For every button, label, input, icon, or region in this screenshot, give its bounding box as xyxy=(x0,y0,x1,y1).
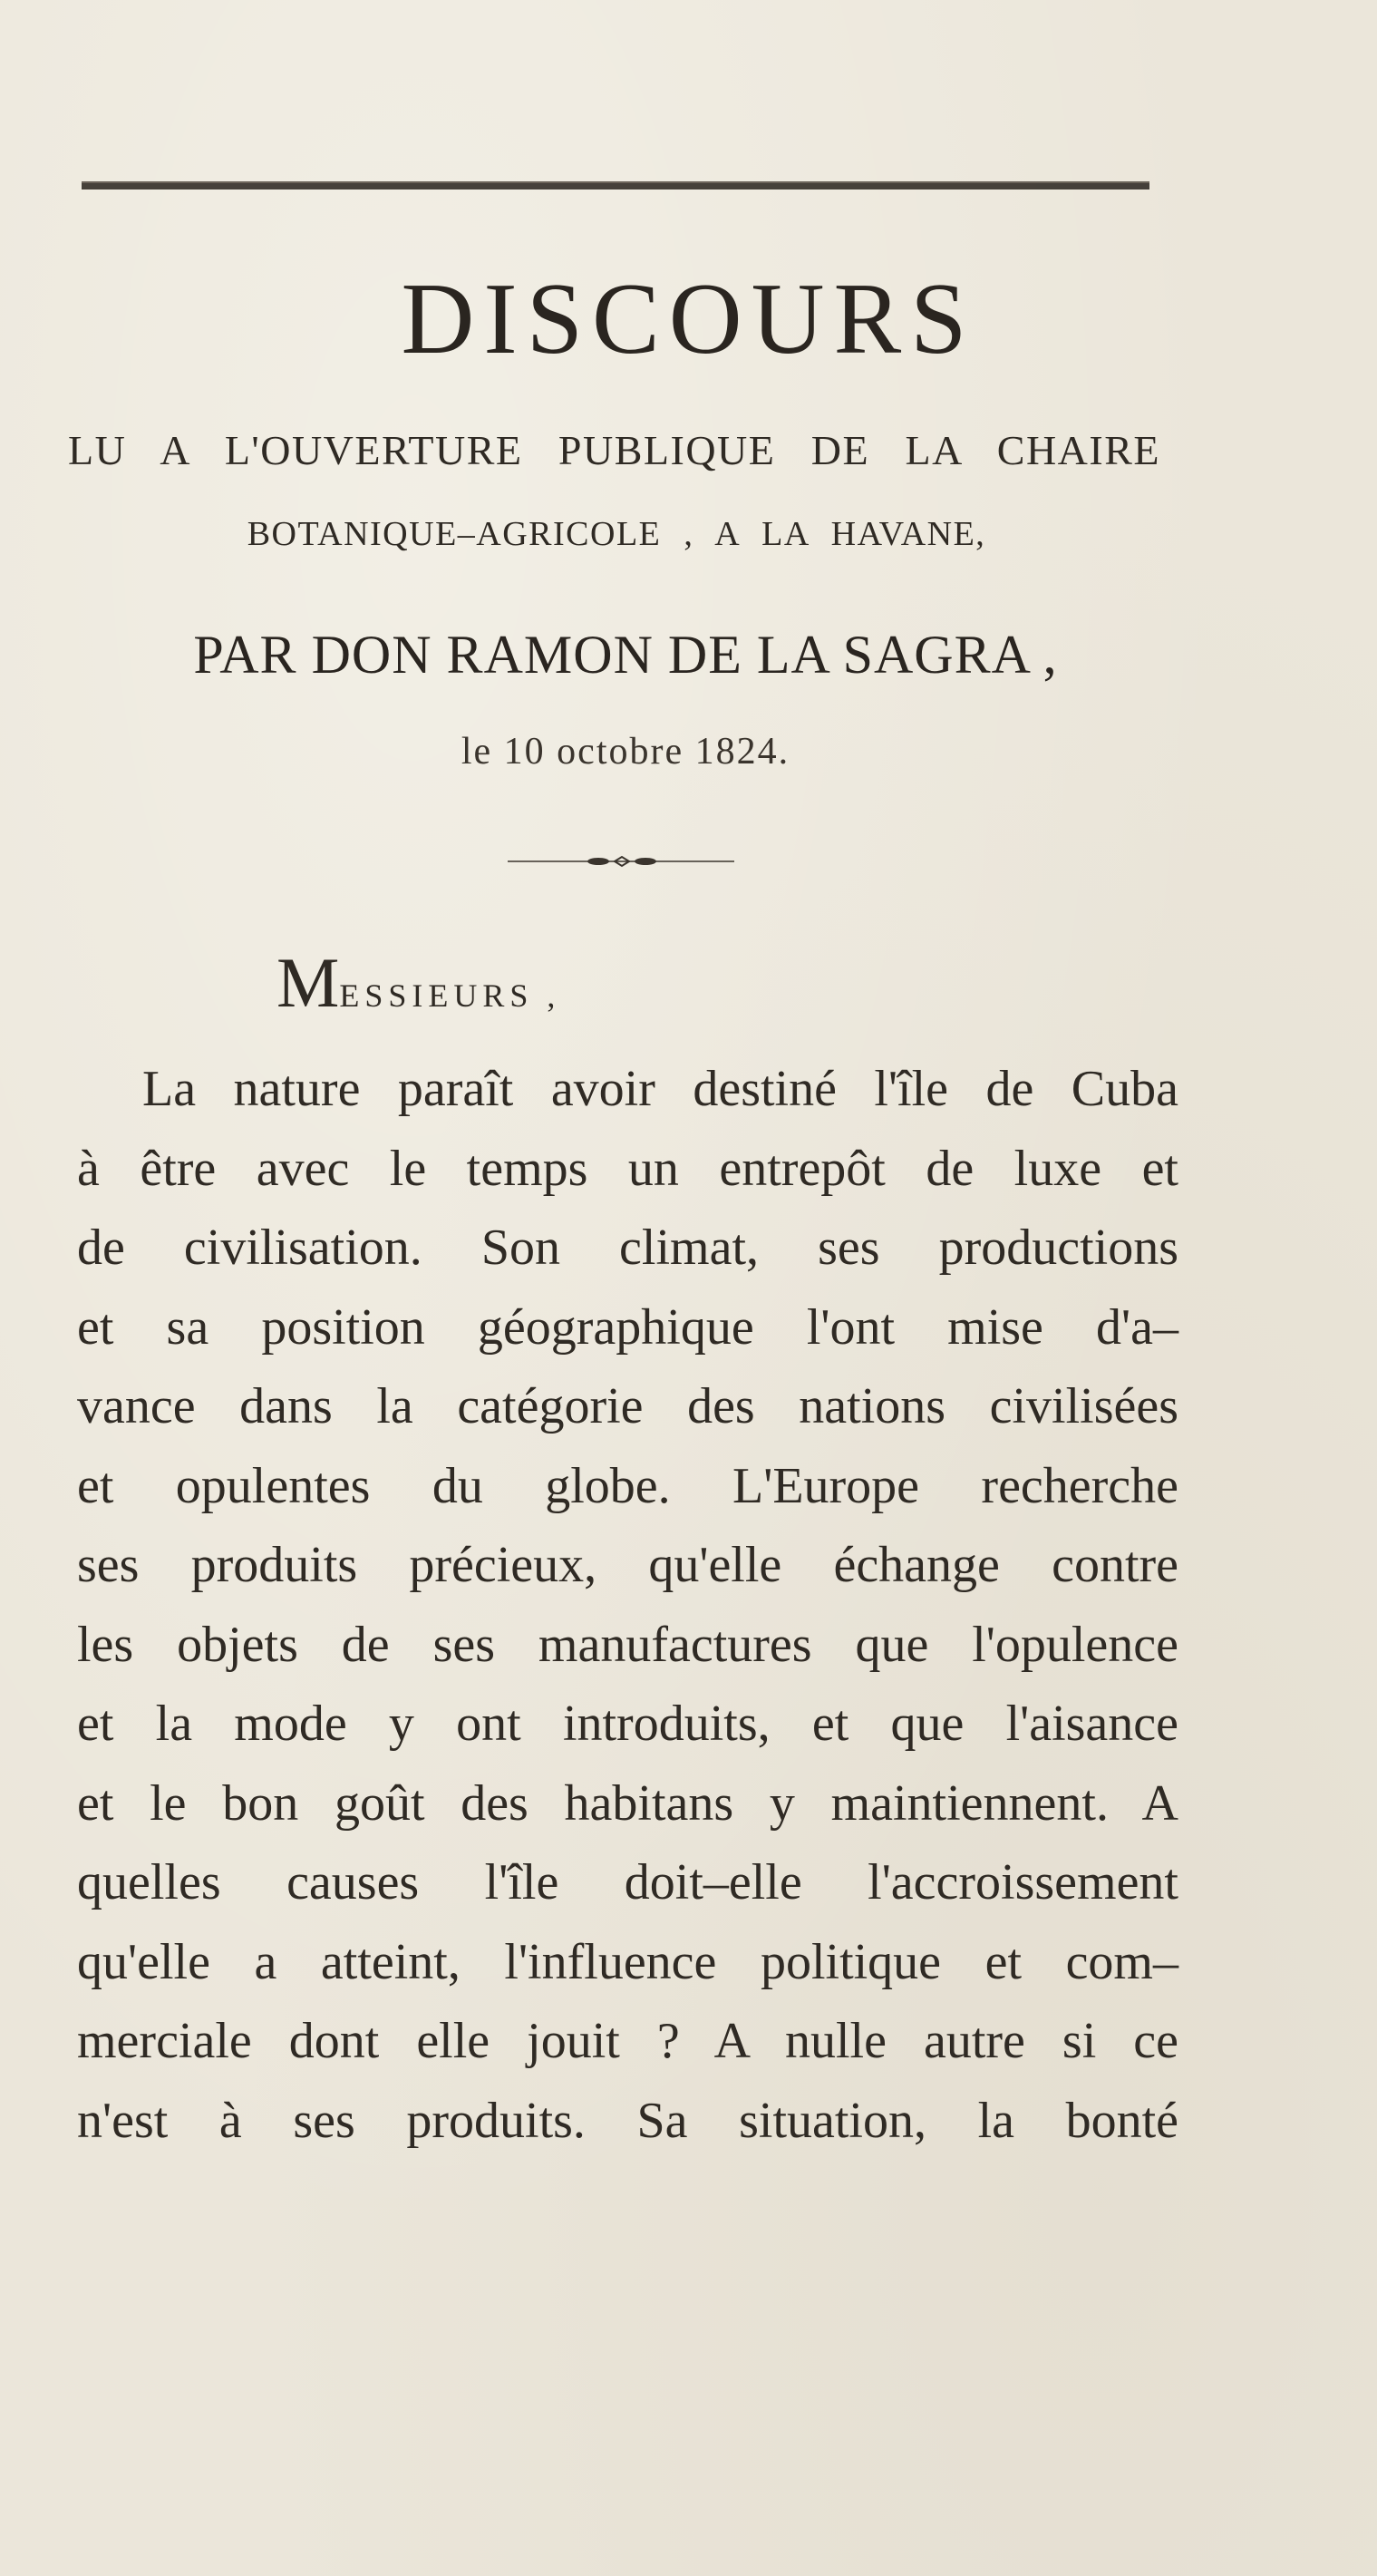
body-line: et le bon goût des habitans y maintiennent. A xyxy=(77,1774,1178,1832)
subtitle-line-1: LU A L'OUVERTURE PUBLIQUE DE LA CHAIRE xyxy=(68,427,1160,473)
body-line: de civilisation. Son climat, ses productions xyxy=(77,1220,1178,1276)
body-line: vance dans la catégorie des nations civilisées xyxy=(77,1378,1178,1434)
body-line: n'est à ses produits. Sa situation, la bonté xyxy=(77,2092,1178,2149)
author-byline: PAR DON RAMON DE LA SAGRA , xyxy=(193,625,1058,685)
body-line: merciale dont elle jouit ? A nulle autre si ce xyxy=(77,2013,1178,2069)
date-line: le 10 octobre 1824. xyxy=(461,731,790,773)
subtitle-line-2: BOTANIQUE–AGRICOLE , A LA HAVANE, xyxy=(247,515,986,553)
body-line: quelles causes l'île doit–elle l'accroissement xyxy=(77,1854,1178,1910)
salutation-rest: ESSIEURS , xyxy=(339,977,561,1014)
body-paragraph xyxy=(77,1050,1178,2161)
salutation-initial: M xyxy=(276,943,340,1022)
body-line: et sa position géographique l'ont mise d'a– xyxy=(77,1298,1178,1356)
body-line: et la mode y ont introduits, et que l'aisance xyxy=(77,1696,1178,1752)
body-line: ses produits précieux, qu'elle échange contre xyxy=(77,1537,1178,1593)
ornament-divider xyxy=(508,852,734,870)
body-line: qu'elle a atteint, l'influence politique et com– xyxy=(77,1933,1178,1990)
salutation xyxy=(276,943,561,1022)
header-rule xyxy=(82,181,1149,190)
document-title: DISCOURS xyxy=(401,263,976,375)
body-line: La nature paraît avoir destiné l'île de Cuba xyxy=(142,1061,1178,1117)
body-line: à être avec le temps un entrepôt de luxe et xyxy=(77,1140,1178,1197)
body-line: et opulentes du globe. L'Europe recherche xyxy=(77,1457,1178,1514)
body-line: les objets de ses manufactures que l'opulence xyxy=(77,1616,1178,1673)
